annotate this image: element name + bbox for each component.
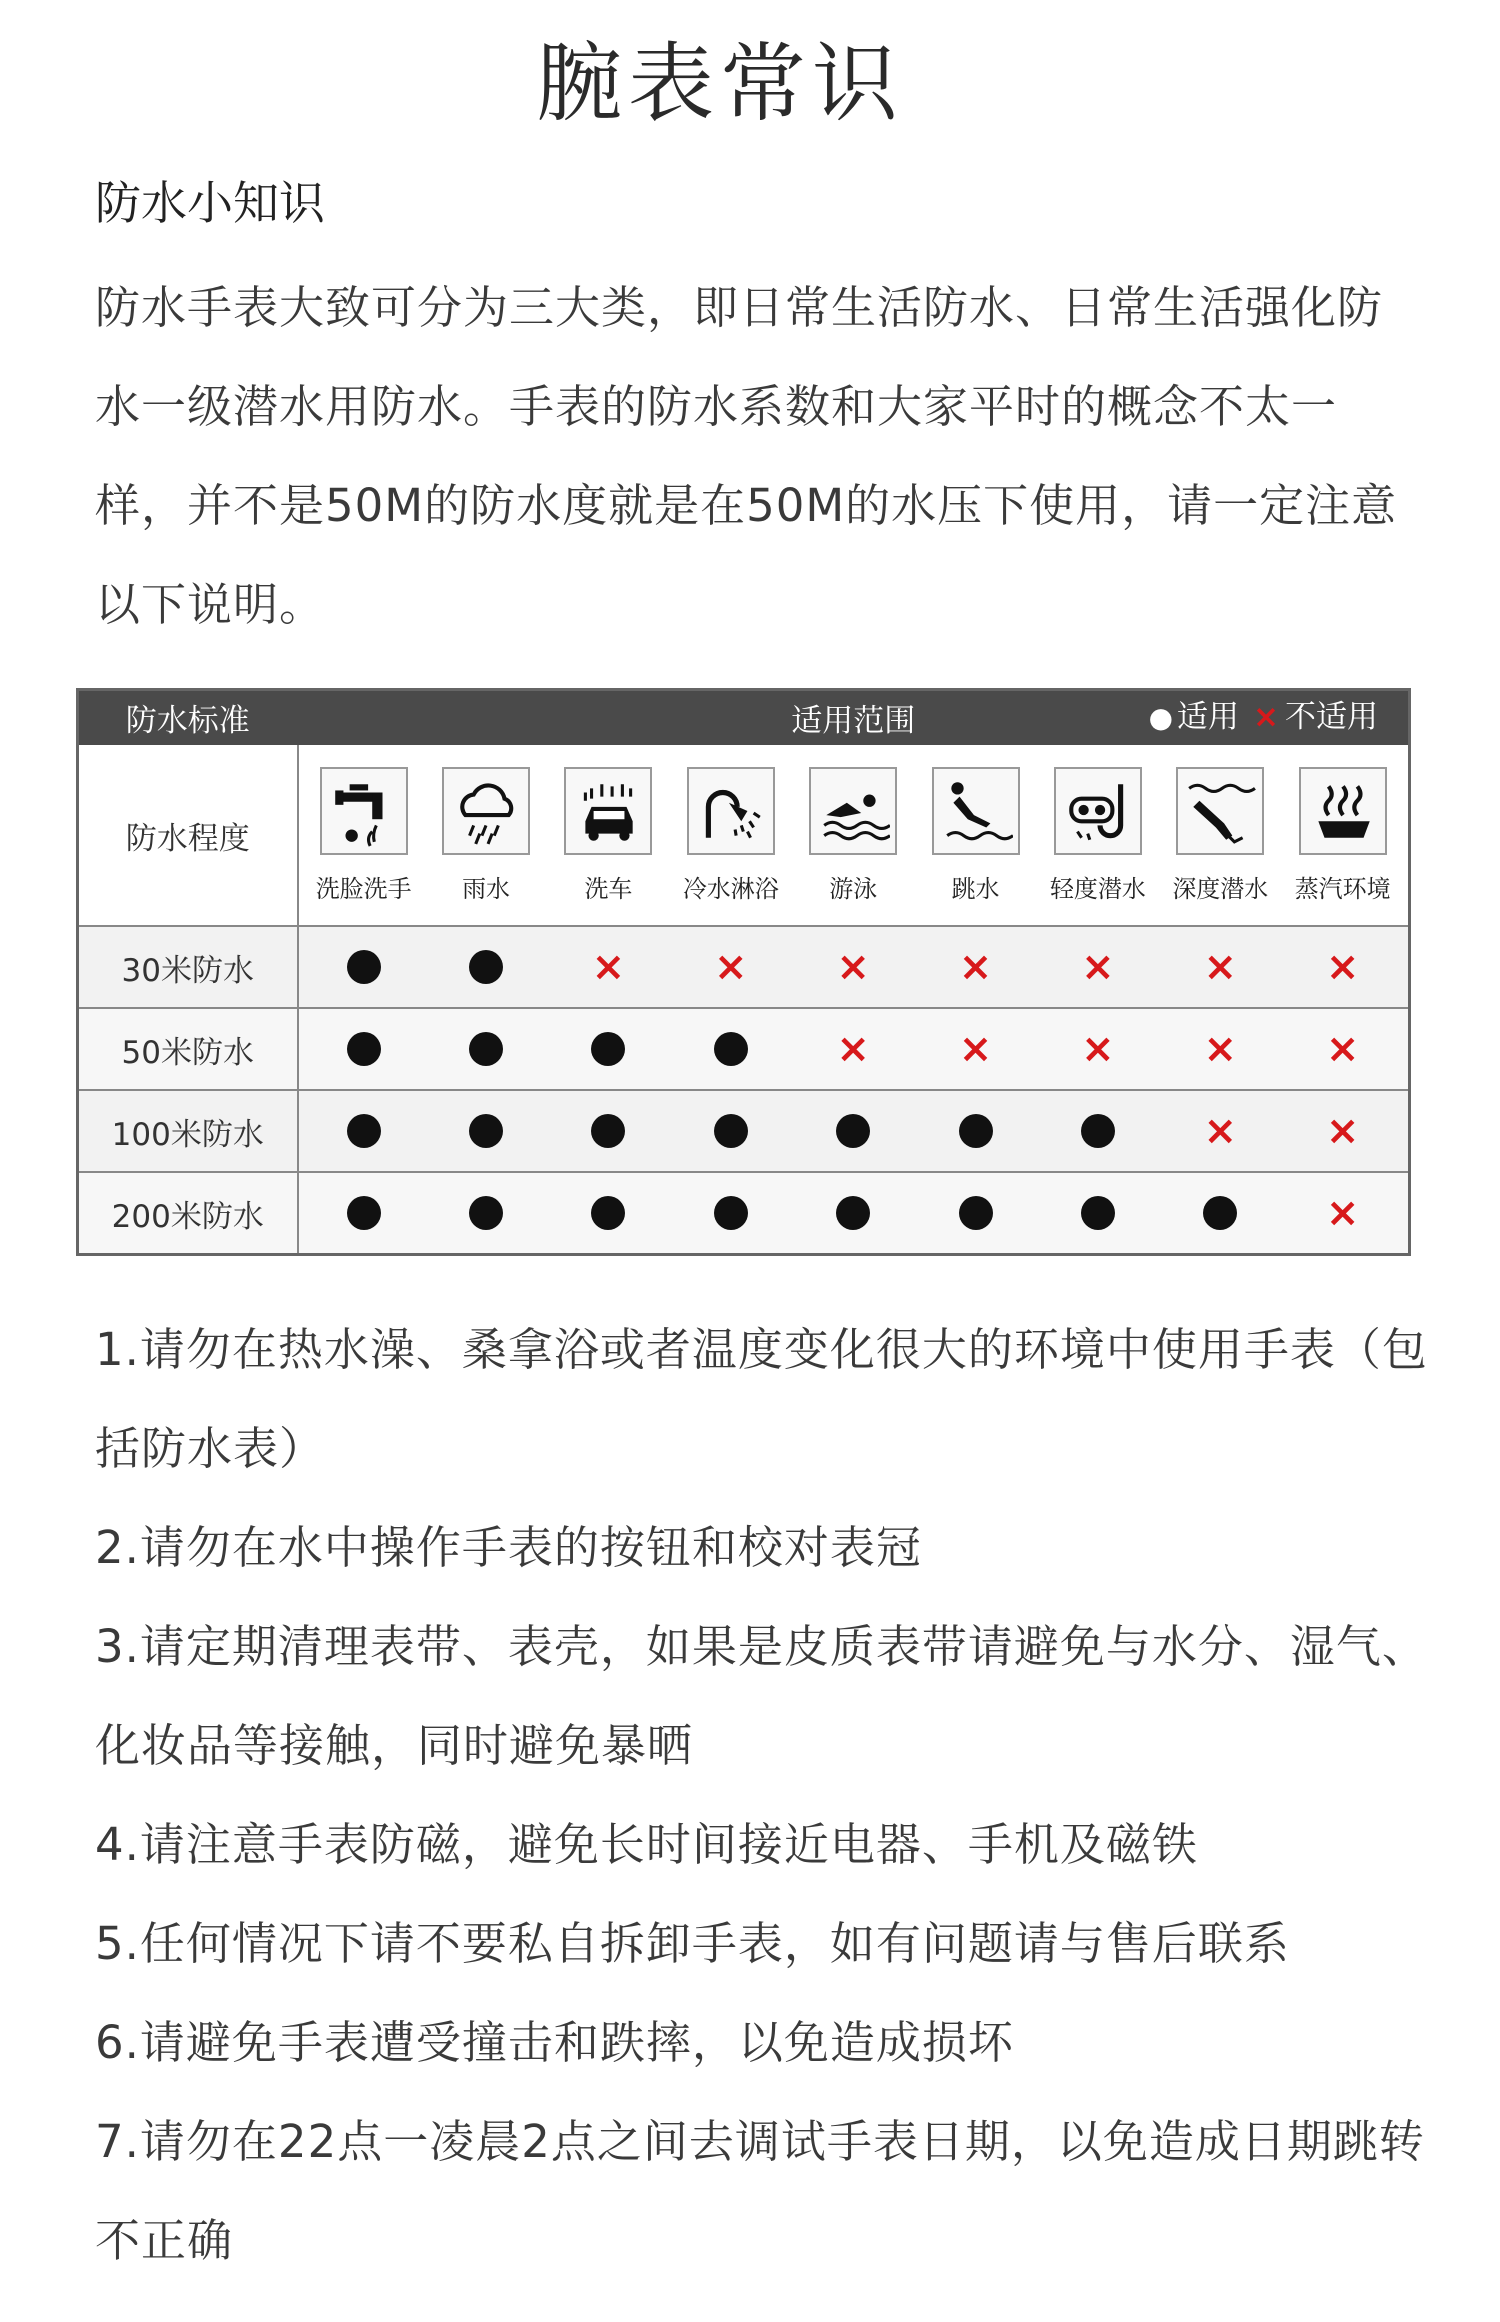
not-suitable-cross-icon: ×: [591, 944, 626, 990]
not-suitable-cross-icon: ×: [958, 1026, 993, 1072]
legend: [1149, 691, 1378, 743]
header-range: [298, 690, 1410, 745]
suitable-dot-icon: [917, 1114, 1035, 1148]
legend-ok-label: 适用: [1177, 699, 1240, 735]
page-title: 腕表常识: [536, 34, 904, 134]
legend-cross-icon: ×: [1253, 699, 1279, 735]
level-marks-cell: [298, 1090, 1410, 1172]
suitable-dot-icon: [672, 1196, 790, 1230]
care-note-item: 4.请注意手表防磁，避免长时间接近电器、手机及磁铁: [95, 1818, 1198, 1871]
care-note-item: 5.任何情况下请不要私自拆卸手表，如有问题请与售后联系: [95, 1917, 1290, 1970]
section-title: 防水小知识: [95, 176, 325, 230]
care-note-item: 1.请勿在热水澡、桑拿浴或者温度变化很大的环境中使用手表（包括防水表）: [95, 1323, 1428, 1475]
activity-column: [427, 767, 545, 904]
snorkel-mask-icon: [1054, 767, 1142, 855]
care-note-item: 3.请定期清理表带、表壳，如果是皮质表带请避免与水分、湿气、化妆品等接触，同时避免暴晒: [95, 1620, 1428, 1772]
activity-column: [672, 767, 790, 904]
waterproof-table: [76, 688, 1411, 1256]
not-suitable-cross-icon: ×: [958, 944, 993, 990]
suitable-dot-icon: [427, 1114, 545, 1148]
diver-jump-icon: [932, 767, 1020, 855]
not-suitable-cross-icon: ×: [836, 1026, 870, 1072]
suitable-dot-icon: [794, 1114, 912, 1148]
level-label: 30米防水: [78, 926, 298, 1008]
waterproof-level-row: [78, 926, 1410, 1008]
activity-icons-cell: [298, 744, 1410, 926]
activity-label: 雨水: [462, 874, 511, 903]
activity-label: 洗车: [584, 874, 633, 903]
not-suitable-cross-icon: ×: [1325, 1190, 1360, 1236]
shower-icon: [687, 767, 775, 855]
swimmer-icon: [809, 767, 897, 855]
not-suitable-cross-icon: ×: [1325, 944, 1360, 990]
level-marks-cell: [298, 1008, 1410, 1090]
not-suitable-cross-icon: ×: [836, 944, 870, 990]
legend-dot-icon: ●: [1148, 701, 1174, 734]
suitable-dot-icon: [672, 1032, 790, 1066]
suitable-dot-icon: [672, 1114, 790, 1148]
waterproof-level-row: [78, 1172, 1410, 1255]
suitable-dot-icon: [549, 1114, 667, 1148]
suitable-dot-icon: [1039, 1114, 1157, 1148]
not-suitable-cross-icon: ×: [1325, 1108, 1360, 1154]
level-header: 防水程度: [78, 744, 298, 926]
level-marks-cell: [298, 1172, 1410, 1255]
activity-column: [1039, 767, 1157, 904]
faucet-icon: [320, 767, 408, 855]
intro-paragraph: 防水手表大致可分为三大类，即日常生活防水、日常生活强化防水一级潜水用防水。手表的防水系数和大家平时的概念不太一样，并不是50M的防水度就是在50M的水压下使用，请一定注意以下说明。: [95, 281, 1398, 631]
activity-label: 轻度潜水: [1049, 874, 1146, 903]
activity-label: 游泳: [829, 874, 878, 903]
rain-cloud-icon: [442, 767, 530, 855]
activity-column: [794, 767, 912, 904]
care-note-item: 7.请勿在22点一凌晨2点之间去调试手表日期，以免造成日期跳转不正确: [95, 2115, 1425, 2267]
not-suitable-cross-icon: ×: [1081, 944, 1115, 990]
activity-column: [917, 767, 1035, 904]
activity-label: 跳水: [951, 874, 1000, 903]
legend-no-label: 不适用: [1285, 699, 1378, 735]
level-label: 50米防水: [78, 1008, 298, 1090]
suitable-dot-icon: [427, 950, 545, 984]
activity-label: 深度潜水: [1172, 874, 1269, 903]
activity-column: [1161, 767, 1279, 904]
not-suitable-cross-icon: ×: [1081, 1026, 1115, 1072]
not-suitable-cross-icon: ×: [1203, 1026, 1238, 1072]
suitable-dot-icon: [305, 950, 423, 984]
level-label: 100米防水: [78, 1090, 298, 1172]
header-range-label: 适用范围: [791, 702, 916, 739]
header-standard: 防水标准: [78, 690, 298, 745]
care-notes-list: [95, 1300, 1435, 2290]
suitable-dot-icon: [917, 1196, 1035, 1230]
suitable-dot-icon: [794, 1196, 912, 1230]
suitable-dot-icon: [305, 1196, 423, 1230]
care-note-item: 6.请避免手表遭受撞击和跌摔，以免造成损坏: [95, 2016, 1014, 2069]
level-marks-cell: [298, 926, 1410, 1008]
not-suitable-cross-icon: ×: [714, 944, 748, 990]
activity-column: [549, 767, 667, 904]
not-suitable-cross-icon: ×: [1203, 944, 1238, 990]
activity-label: 蒸汽环境: [1294, 874, 1391, 903]
activity-label: 冷水淋浴: [682, 874, 779, 903]
car-wash-icon: [564, 767, 652, 855]
waterproof-level-row: [78, 1008, 1410, 1090]
suitable-dot-icon: [549, 1032, 667, 1066]
level-label: 200米防水: [78, 1172, 298, 1255]
deep-dive-icon: [1176, 767, 1264, 855]
activity-column: [305, 767, 423, 904]
not-suitable-cross-icon: ×: [1203, 1108, 1238, 1154]
care-note-item: 2.请勿在水中操作手表的按钮和校对表冠: [95, 1521, 922, 1574]
suitable-dot-icon: [427, 1196, 545, 1230]
waterproof-level-row: [78, 1090, 1410, 1172]
not-suitable-cross-icon: ×: [1325, 1026, 1360, 1072]
suitable-dot-icon: [305, 1032, 423, 1066]
suitable-dot-icon: [427, 1032, 545, 1066]
suitable-dot-icon: [549, 1196, 667, 1230]
activity-label: 洗脸洗手: [315, 874, 412, 903]
suitable-dot-icon: [1039, 1196, 1157, 1230]
suitable-dot-icon: [305, 1114, 423, 1148]
steam-bath-icon: [1299, 767, 1387, 855]
suitable-dot-icon: [1161, 1196, 1279, 1230]
activity-icons-row: [78, 744, 1410, 926]
activity-column: [1284, 767, 1402, 904]
